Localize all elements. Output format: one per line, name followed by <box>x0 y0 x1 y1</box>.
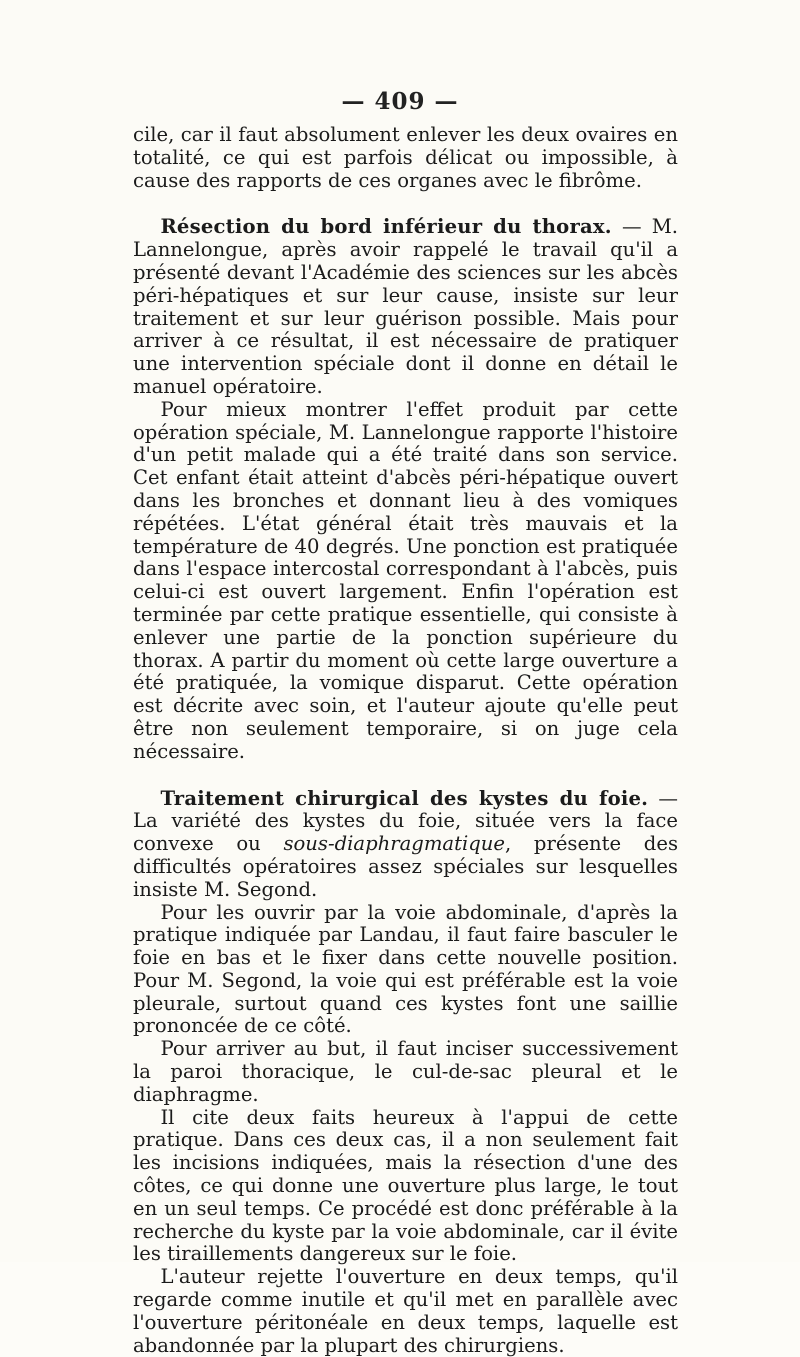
section-kystes-paragraph-2: Pour les ouvrir par la voie abdominale, d'après la pratique indiquée par Landau, il faut faire basculer le foie en bas et le fixer dans cette nouvelle position. Pour M. Segond, la voie qui est préférable est la voie pleurale, surtout quand ces kystes font une saillie prononcée de ce côté. <box>133 900 678 1038</box>
section-kystes-paragraph-3: Pour arriver au but, il faut inciser successivement la paroi thoracique, le cul-de-sac pleural et le diaphragme. <box>133 1037 678 1106</box>
continued-paragraph: cile, car il faut absolument enlever les deux ovaires en totalité, ce qui est parfois délicat ou impossible, à cause des rapports de ces organes avec le fibrôme. <box>133 123 678 192</box>
section-kystes-text-b: , présente des difficultés opératoires assez spéciales sur lesquelles insiste M. Segond. <box>133 832 679 901</box>
section-kystes-text-a: — La variété des kystes du foie, située vers la face convexe ou <box>133 786 678 856</box>
section-resection-paragraph-2: Pour mieux montrer l'effet produit par cette opération spéciale, M. Lannelongue rapporte l'histoire d'un petit malade qui a été traité dans son service. Cet enfant était atteint d'abcès péri-hépatique ouvert dans les bronches et donnant lieu à des vomiques répétées. L'état général était très mauvais et la température de 40 degrés. Une ponction est pratiquée dans l'espace intercostal correspondant à l'abcès, puis celui-ci est ouvert largement. Enfin l'opération est terminée par cette pratique essentielle, qui consiste à enlever une partie de la ponction supérieure du thorax. A partir du moment où cette large ouverture a été pratiquée, la vomique disparut. Cette opération est décrite avec soin, et l'auteur ajoute qu'elle peut être non seulement temporaire, si on juge cela nécessaire. <box>133 397 678 763</box>
page-number: — 409 — <box>341 88 459 115</box>
section-heading-resection: Résection du bord inférieur du thorax. <box>160 215 612 239</box>
section-resection-text: — M. Lannelongue, après avoir rappelé le travail qu'il a présenté devant l'Académie des sciences sur les abcès péri-hépatiques et sur leur cause, insiste sur leur traitement et sur leur guérison possible. Mais pour arriver à ce résultat, il est nécessaire de pratiquer une intervention spéciale dont il donne en détail le manuel opératoire. <box>133 215 678 398</box>
section-kystes-paragraph-4: Il cite deux faits heureux à l'appui de cette pratique. Dans ces deux cas, il a non seulement fait les incisions indiquées, mais la résection d'une des côtes, ce qui donne une ouverture plus large, le tout en un seul temps. Ce procédé est donc préférable à la recherche du kyste par la voie abdominale, car il évite les tiraillements dangereux sur le foie. <box>133 1105 678 1266</box>
section-kystes-paragraph-1 <box>133 788 678 902</box>
section-kystes-paragraph-5: L'auteur rejette l'ouverture en deux temps, qu'il regarde comme inutile et qu'il met en parallèle avec l'ouverture péritonéale en deux temps, laquelle est abandonnée par la plupart des chirurgiens. <box>133 1265 678 1357</box>
italic-term: sous-diaphragmatique <box>283 832 506 856</box>
section-resection-paragraph-1 <box>133 216 678 398</box>
section-heading-kystes: Traitement chirurgical des kystes du foie. <box>160 786 649 810</box>
text-column <box>133 124 678 1357</box>
